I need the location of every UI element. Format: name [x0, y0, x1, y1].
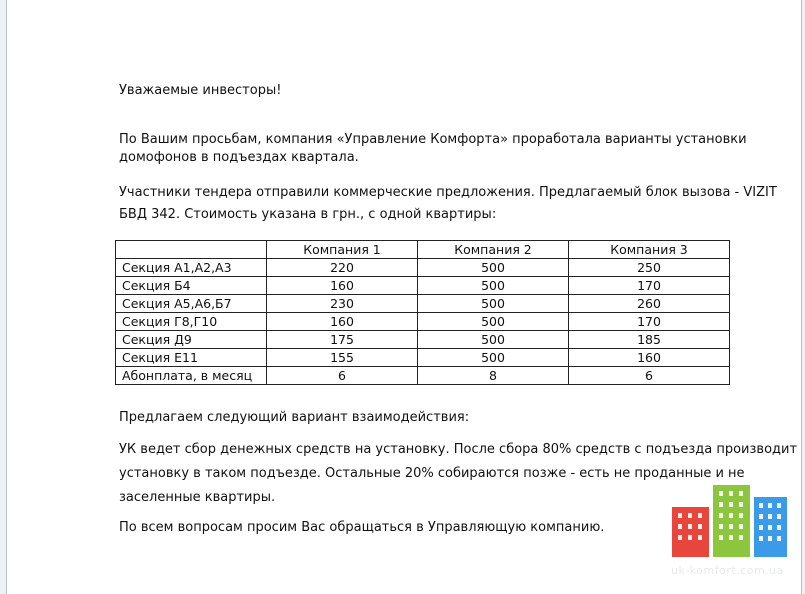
paragraph-collection-line2: установку в таком подъезде. Остальные 20% собираются позже - есть не проданные и не: [119, 466, 745, 481]
table-cell-label: Секция А5,А6,Б7: [116, 295, 267, 313]
table-cell: 155: [267, 349, 418, 367]
table-cell: 260: [569, 295, 730, 313]
table-cell: 8: [418, 367, 569, 385]
table-cell: 175: [267, 331, 418, 349]
table-cell: 500: [418, 331, 569, 349]
paragraph-collection-line3: заселенные квартиры.: [119, 490, 276, 505]
paragraph-intro-line1: По Вашим просьбам, компания «Управление Комфорта» проработала варианты установки: [119, 132, 747, 147]
table-cell-label: Секция Б4: [116, 277, 267, 295]
paragraph-tender-line1: Участники тендера отправили коммерческие предложения. Предлагаемый блок вызова - VIZIT: [119, 185, 777, 200]
price-table: [115, 240, 730, 385]
table-cell: 170: [569, 313, 730, 331]
table-cell: 220: [267, 259, 418, 277]
watermark: uk-komfort.com.ua: [671, 564, 784, 577]
table-cell: 185: [569, 331, 730, 349]
table-header-company2: Компания 2: [418, 241, 569, 259]
paragraph-collection-line1: УК ведет сбор денежных средств на установку. После сбора 80% средств с подъезда производит: [119, 442, 798, 457]
table-header-company1: Компания 1: [267, 241, 418, 259]
table-header-company3: Компания 3: [569, 241, 730, 259]
table-cell: 500: [418, 349, 569, 367]
paragraph-intro: [119, 131, 747, 167]
table-cell: 500: [418, 277, 569, 295]
paragraph-proposal: Предлагаем следующий вариант взаимодействия:: [119, 410, 470, 425]
table-cell: 500: [418, 313, 569, 331]
table-row: [116, 313, 730, 331]
table-cell: 170: [569, 277, 730, 295]
buildings-logo-icon: [670, 485, 788, 557]
table-row: [116, 277, 730, 295]
table-cell: 6: [267, 367, 418, 385]
table-header-empty: [116, 241, 267, 259]
paragraph-contact: По всем вопросам просим Вас обращаться в Управляющую компанию.: [119, 520, 605, 535]
paragraph-tender-line2: БВД 342. Стоимость указана в грн., с одной квартиры:: [119, 207, 497, 222]
table-cell-label: Секция А1,А2,А3: [116, 259, 267, 277]
table-cell-label: Абонплата, в месяц: [116, 367, 267, 385]
table-cell: 160: [569, 349, 730, 367]
document-page: [6, 0, 802, 594]
table-cell: 250: [569, 259, 730, 277]
table-cell: 160: [267, 277, 418, 295]
table-row: [116, 367, 730, 385]
table-cell: 160: [267, 313, 418, 331]
paragraph-tender: [119, 182, 777, 226]
table-cell-label: Секция Е11: [116, 349, 267, 367]
table-row: [116, 295, 730, 313]
table-cell-label: Секция Д9: [116, 331, 267, 349]
table-row: [116, 331, 730, 349]
table-cell: 6: [569, 367, 730, 385]
table-row: [116, 349, 730, 367]
table-cell: 500: [418, 295, 569, 313]
greeting: Уважаемые инвесторы!: [119, 83, 282, 98]
table-row: [116, 259, 730, 277]
table-cell-label: Секция Г8,Г10: [116, 313, 267, 331]
table-cell: 230: [267, 295, 418, 313]
paragraph-intro-line2: домофонов в подъездах квартала.: [119, 150, 359, 165]
table-header-row: [116, 241, 730, 259]
table-cell: 500: [418, 259, 569, 277]
